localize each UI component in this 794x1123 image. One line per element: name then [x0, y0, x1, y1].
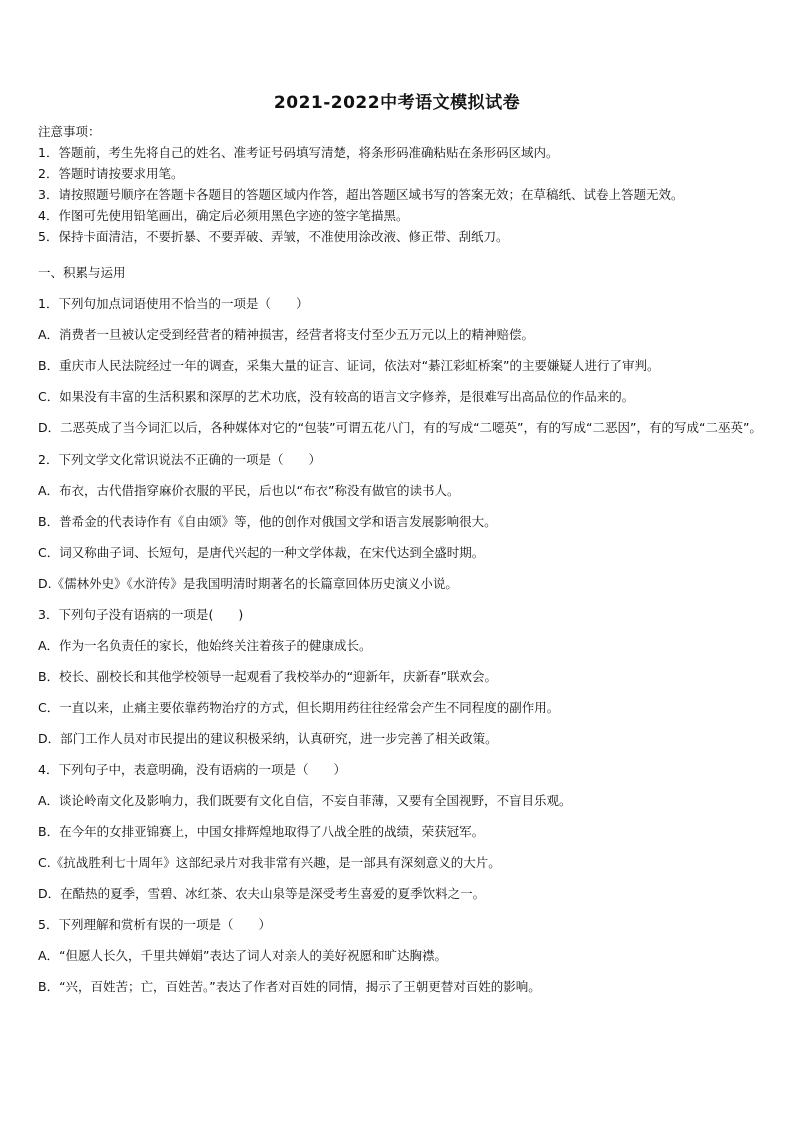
question-option: C.《抗战胜利七十周年》这部纪录片对我非常有兴趣，是一部具有深刻意义的大片。	[38, 855, 501, 870]
notice-block	[38, 121, 768, 247]
question-option: C．如果没有丰富的生活积累和深厚的艺术功底，没有较高的语言文字修养，是很难写出高品位的作品来的。	[38, 389, 635, 404]
question-option: D．在酷热的夏季，雪碧、冰红茶、农夫山泉等是深受考生喜爱的夏季饮料之一。	[38, 886, 486, 901]
questions-section	[38, 263, 763, 1008]
question-option: B．普希金的代表诗作有《自由颂》等，他的创作对俄国文学和语言发展影响很大。	[38, 514, 497, 529]
notice-item: 4．作图可先使用铅笔画出，确定后必须用黑色字迹的签字笔描黑。	[38, 208, 409, 223]
question-option: A．作为一名负责任的家长，他始终关注着孩子的健康成长。	[38, 638, 372, 653]
section-heading: 一、积累与运用	[38, 265, 126, 280]
notice-item: 3．请按照题号顺序在答题卡各题目的答题区域内作答，超出答题区域书写的答案无效；在草稿纸、试卷上答题无效。	[38, 187, 684, 202]
question-option: D．部门工作人员对市民提出的建议积极采纳，认真研究，进一步完善了相关政策。	[38, 731, 498, 746]
question-stem: 1．下列句加点词语使用不恰当的一项是（ ）	[38, 296, 309, 311]
question-stem: 4．下列句子中，表意明确，没有语病的一项是（ ）	[38, 762, 346, 777]
notice-item: 5．保持卡面清洁，不要折暴、不要弄破、弄皱，不准使用涂改液、修正带、刮纸刀。	[38, 229, 509, 244]
question-option: A．消费者一旦被认定受到经营者的精神损害，经营者将支付至少五万元以上的精神赔偿。	[38, 327, 535, 342]
question-option: A．布衣，古代借指穿麻价衣服的平民，后也以“布衣”称没有做官的读书人。	[38, 483, 460, 498]
question-option: B．校长、副校长和其他学校领导一起观看了我校举办的“迎新年，庆新春”联欢会。	[38, 669, 498, 684]
question-stem: 2．下列文学文化常识说法不正确的一项是（ ）	[38, 452, 321, 467]
question-stem: 3．下列句子没有语病的一项是( )	[38, 607, 244, 622]
question-stem: 5．下列理解和赏析有误的一项是（ ）	[38, 917, 271, 932]
question-option: A．“但愿人长久，千里共婵娟”表达了词人对亲人的美好祝愿和旷达胸襟。	[38, 948, 448, 963]
question-option: B．“兴，百姓苦；亡，百姓苦。”表达了作者对百姓的同情，揭示了王朝更替对百姓的影响。	[38, 979, 541, 994]
notice-item: 1．答题前，考生先将自己的姓名、准考证号码填写清楚，将条形码准确粘贴在条形码区域内。	[38, 145, 559, 160]
question-option: C．一直以来，止痛主要依靠药物治疗的方式，但长期用药往往经常会产生不同程度的副作用。	[38, 700, 560, 715]
notice-item: 2．答题时请按要求用笔。	[38, 166, 184, 181]
question-option: C．词又称曲子词、长短句，是唐代兴起的一种文学体裁，在宋代达到全盛时期。	[38, 545, 485, 560]
question-option: B．在今年的女排亚锦赛上，中国女排辉煌地取得了八战全胜的战绩，荣获冠军。	[38, 824, 485, 839]
notice-heading: 注意事项：	[38, 124, 101, 139]
question-option: A．谈论岭南文化及影响力，我们既要有文化自信，不妄自菲薄，又要有全国视野，不盲目乐观。	[38, 793, 572, 808]
page-title: 2021-2022中考语文模拟试卷	[273, 93, 521, 113]
question-option: D．二恶英成了当今词汇以后，各种媒体对它的“包装”可谓五花八门，有的写成“二噁英”，有的写成“二恶因”，有的写成“二巫英”。	[38, 420, 762, 435]
question-option: B．重庆市人民法院经过一年的调查，采集大量的证言、证词，依法对“綦江彩虹桥案”的主要嫌疑人进行了审判。	[38, 358, 660, 373]
question-option: D.《儒林外史》《水浒传》是我国明清时期著名的长篇章回体历史演义小说。	[38, 576, 458, 591]
